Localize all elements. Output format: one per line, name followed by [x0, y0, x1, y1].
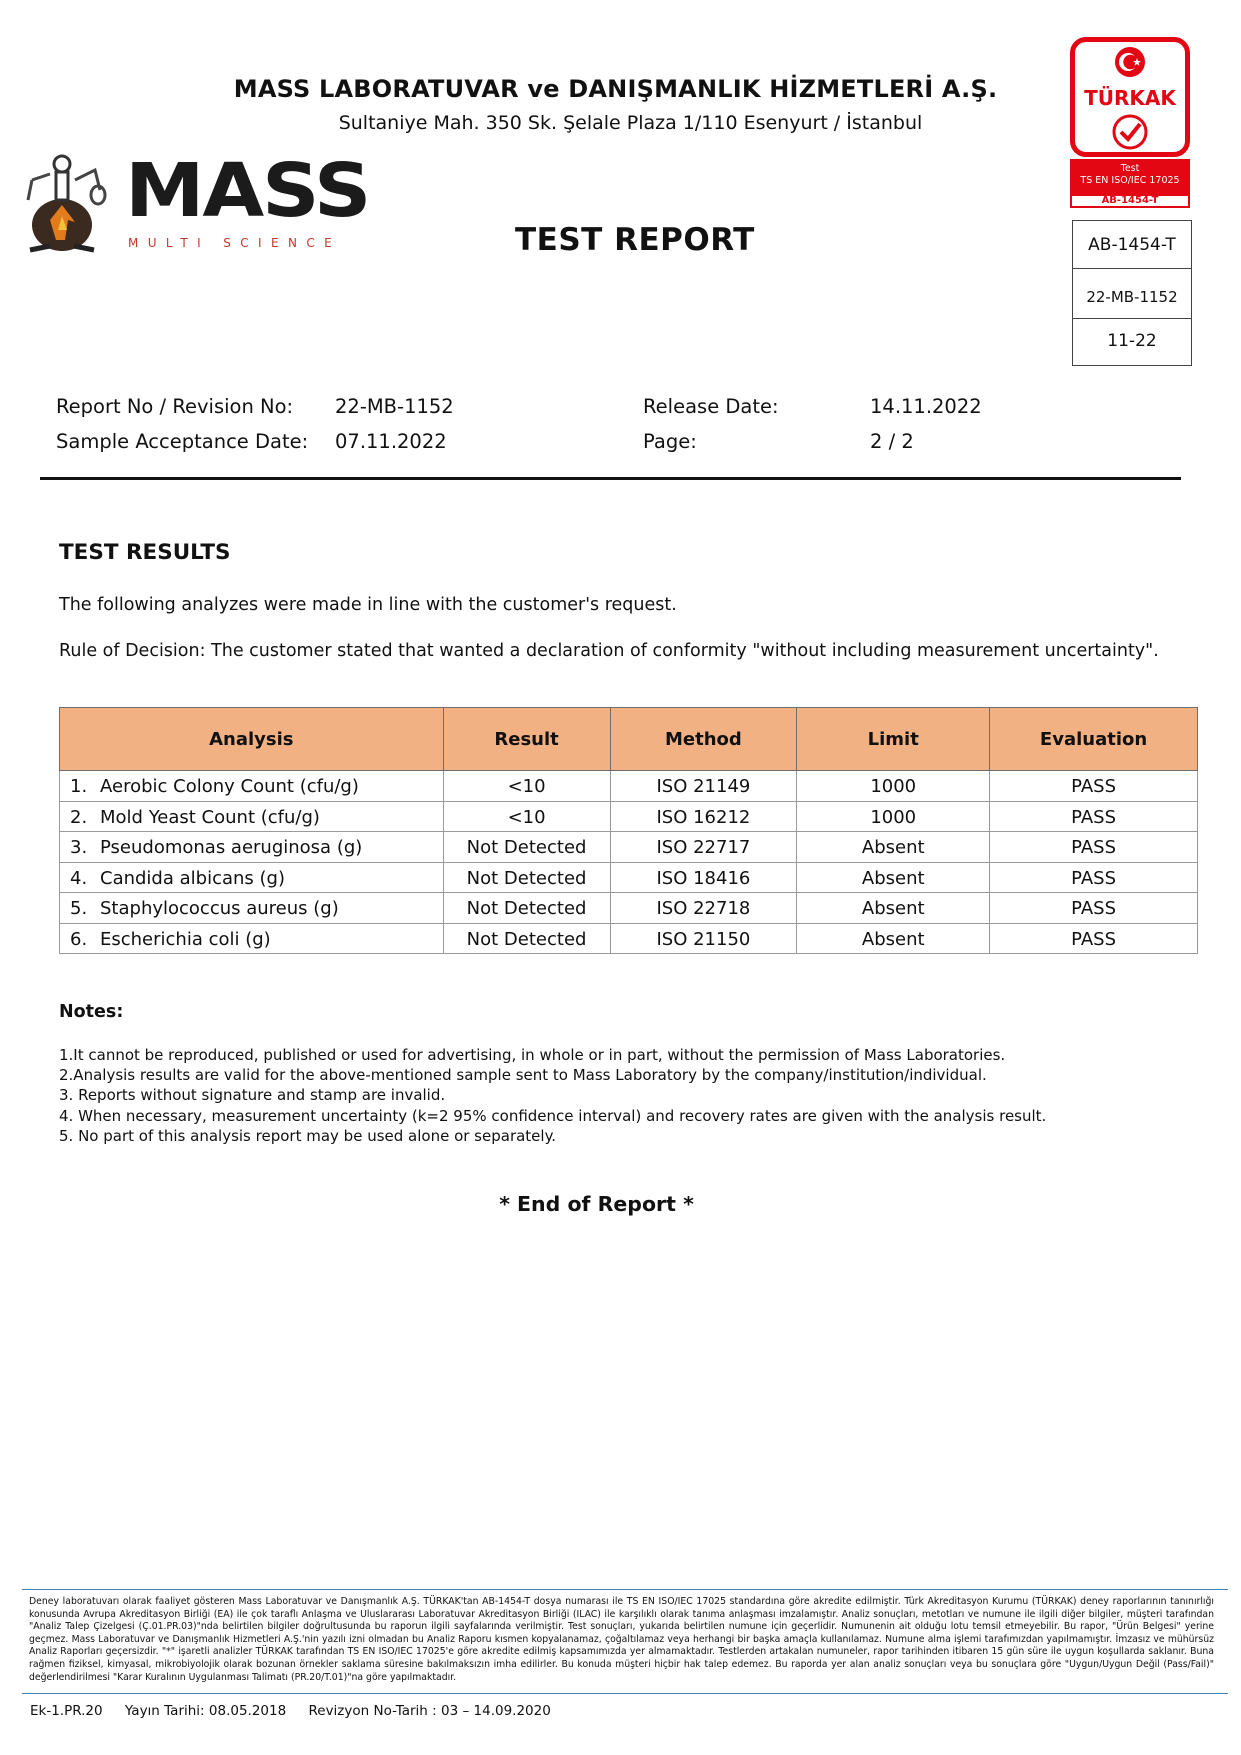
check-icon	[1110, 112, 1150, 152]
analysis-name: Pseudomonas aeruginosa (g)	[100, 837, 363, 859]
logo-wordmark: MASS	[125, 148, 370, 234]
note-item: 5. No part of this analysis report may be used alone or separately.	[59, 1126, 557, 1145]
col-header-method: Method	[610, 708, 797, 771]
table-row	[60, 923, 1198, 954]
turkak-logo	[1070, 37, 1190, 157]
analysis-cell	[60, 801, 444, 832]
method-cell: ISO 22718	[610, 893, 797, 924]
footer-divider-bottom	[22, 1693, 1228, 1694]
limit-cell: 1000	[797, 771, 990, 802]
col-header-limit: Limit	[797, 708, 990, 771]
report-no-label: Report No / Revision No:	[56, 395, 294, 418]
evaluation-cell: PASS	[990, 923, 1198, 954]
end-of-report: * End of Report *	[499, 1192, 694, 1216]
row-number: 2.	[70, 806, 88, 828]
release-date-value: 14.11.2022	[870, 395, 982, 418]
col-header-analysis: Analysis	[60, 708, 444, 771]
notes-title: Notes:	[59, 1002, 124, 1022]
row-number: 6.	[70, 928, 88, 950]
result-cell: <10	[443, 801, 610, 832]
row-number: 4.	[70, 867, 88, 889]
evaluation-cell: PASS	[990, 771, 1198, 802]
report-no-value: 22-MB-1152	[335, 395, 454, 418]
turkak-wordmark: TÜRKAK	[1084, 86, 1176, 110]
analysis-cell	[60, 771, 444, 802]
header-divider	[40, 477, 1181, 480]
table-row	[60, 893, 1198, 924]
method-cell: ISO 16212	[610, 801, 797, 832]
analysis-name: Staphylococcus aureus (g)	[100, 898, 339, 920]
turkak-standard-label	[1070, 159, 1190, 195]
col-header-evaluation: Evaluation	[990, 708, 1198, 771]
table-row	[60, 801, 1198, 832]
decision-rule-text: Rule of Decision: The customer stated that wanted a declaration of conformity "without including measurement uncertainty".	[59, 641, 1159, 661]
acceptance-date-label: Sample Acceptance Date:	[56, 430, 309, 453]
table-row	[60, 832, 1198, 863]
result-cell: Not Detected	[443, 862, 610, 893]
col-header-result: Result	[443, 708, 610, 771]
revision-info: Revizyon No-Tarih : 03 – 14.09.2020	[308, 1703, 551, 1719]
acceptance-date-value: 07.11.2022	[335, 430, 447, 453]
release-date-label: Release Date:	[643, 395, 779, 418]
analysis-name: Escherichia coli (g)	[100, 928, 271, 950]
note-item: 2.Analysis results are valid for the above-mentioned sample sent to Mass Laboratory by the company/institution/individual.	[59, 1066, 987, 1085]
analysis-cell	[60, 862, 444, 893]
evaluation-cell: PASS	[990, 893, 1198, 924]
row-number: 5.	[70, 898, 88, 920]
intro-text: The following analyzes were made in line with the customer's request.	[59, 595, 677, 615]
logo-subtitle: MULTI SCIENCE	[128, 236, 342, 250]
analysis-cell	[60, 923, 444, 954]
limit-cell: 1000	[797, 801, 990, 832]
form-code: Ek-1.PR.20	[30, 1703, 103, 1719]
table-row	[60, 771, 1198, 802]
evaluation-cell: PASS	[990, 801, 1198, 832]
turkak-standard: TS EN ISO/IEC 17025	[1080, 175, 1180, 186]
page-label: Page:	[643, 430, 697, 453]
result-cell: Not Detected	[443, 832, 610, 863]
row-number: 3.	[70, 837, 88, 859]
limit-cell: Absent	[797, 923, 990, 954]
form-info	[30, 1703, 569, 1719]
turkak-test-label: Test	[1120, 163, 1140, 174]
result-cell: Not Detected	[443, 893, 610, 924]
ref-period: 11-22	[1107, 331, 1157, 351]
crescent-star-icon	[1114, 46, 1146, 78]
row-number: 1.	[70, 776, 88, 798]
results-table	[59, 707, 1198, 954]
ref-accreditation-no: AB-1454-T	[1073, 221, 1191, 269]
analysis-name: Mold Yeast Count (cfu/g)	[100, 806, 320, 828]
note-item: 1.It cannot be reproduced, published or used for advertising, in whole or in part, without the permission of Mass Laboratories.	[59, 1046, 1006, 1064]
turkak-code: AB-1454-T	[1070, 194, 1190, 208]
table-header-row	[60, 708, 1198, 771]
footer-divider	[22, 1589, 1228, 1590]
page-value: 2 / 2	[870, 430, 914, 453]
publish-date: Yayın Tarihi: 08.05.2018	[124, 1703, 287, 1719]
ref-report-no: 22-MB-1152	[1073, 269, 1191, 319]
section-title: TEST RESULTS	[59, 540, 231, 565]
result-cell: Not Detected	[443, 923, 610, 954]
mass-logo	[20, 148, 370, 260]
method-cell: ISO 21149	[610, 771, 797, 802]
evaluation-cell: PASS	[990, 862, 1198, 893]
method-cell: ISO 22717	[610, 832, 797, 863]
note-item: 3. Reports without signature and stamp are invalid.	[59, 1086, 446, 1105]
limit-cell: Absent	[797, 832, 990, 863]
flask-icon	[20, 150, 120, 260]
company-address: Sultaniye Mah. 350 Sk. Şelale Plaza 1/110 Esenyurt / İstanbul	[338, 112, 923, 134]
table-row	[60, 862, 1198, 893]
footer-disclaimer: Deney laboratuvarı olarak faaliyet gösteren Mass Laboratuvar ve Danışmanlık A.Ş. TÜRKAK'tan AB-1454-T dosya numarası ile TS EN ISO/IEC 17025 standardına göre akredite edilmiştir. Türk Akreditasyon Kurumu (TÜRKAK) deney raporlarının tanınırlığı konusunda Avrupa Akreditasyon Birliği (EA) ile çok taraflı Anlaşma ve Uluslararası Laboratuvar Akreditasyon Birliği (ILAC) ile karşılıklı olarak tanıma anlaşması imzalamıştır. Analiz sonuçları, metotları ve numune ile ilgili diğer bilgiler, müşteri tarafından "Analiz Talep Çizelgesi (Ç.01.PR.03)"nda belirtilen bilgiler doğrultusunda bu raporun ilgili sayfalarında verilmiştir. Test sonuçları, yukarıda belirtilen numune için geçerlidir. Numunenin ait olduğu lotu temsil etmeyebilir. Bu rapor, "Ürün Belgesi" yerine geçmez. Mass Laboratuvar ve Danışmanlık Hizmetleri A.Ş.'nin yazılı izni olmadan bu Analiz Raporu kısmen kopyalanamaz, çoğaltılamaz veya herhangi bir başka amaçla kullanılamaz. Numune alma işlemi tarafımızdan yapılmamıştır. İmzasız ve mühürsüz Analiz Raporları geçersizdir. "*" işaretli analizler TÜRKAK tarafından TS EN ISO/IEC 17025'e göre akredite edilmiş kapsamımızda yer almamaktadır. Testlerden artakalan numuneler, rapor tarihinden itibaren 15 gün süre ile uygun koşullarda saklanır. Buna rağmen fiziksel, kimyasal, mikrobiyolojik olarak bozunan örnekler saklama süresine bakılmaksızın imha edilirler. Bu konuda müşteri hiçbir hak talep edemez. Bu raporda yer alan analiz sonuçları veya bu sonuçlara göre "Uygun/Uygun Değil (Pass/Fail)" değerlendirilmesi "Karar Kuralının Uygulanması Talimatı (PR.20/T.01)"na göre yapılmaktadır.	[29, 1596, 1214, 1683]
turkak-accreditation-badge	[1070, 37, 1190, 207]
method-cell: ISO 21150	[610, 923, 797, 954]
limit-cell: Absent	[797, 893, 990, 924]
analysis-cell	[60, 893, 444, 924]
analysis-name: Aerobic Colony Count (cfu/g)	[100, 776, 359, 798]
note-item: 4. When necessary, measurement uncertainty (k=2 95% confidence interval) and recovery rates are given with the analysis result.	[59, 1106, 1047, 1125]
analysis-name: Candida albicans (g)	[100, 867, 285, 889]
report-title: TEST REPORT	[515, 222, 755, 258]
method-cell: ISO 18416	[610, 862, 797, 893]
notes-list	[59, 1045, 1046, 1146]
evaluation-cell: PASS	[990, 832, 1198, 863]
analysis-cell	[60, 832, 444, 863]
company-name: MASS LABORATUVAR ve DANIŞMANLIK HİZMETLERİ A.Ş.	[233, 75, 998, 103]
reference-box	[1072, 220, 1192, 366]
limit-cell: Absent	[797, 862, 990, 893]
result-cell: <10	[443, 771, 610, 802]
